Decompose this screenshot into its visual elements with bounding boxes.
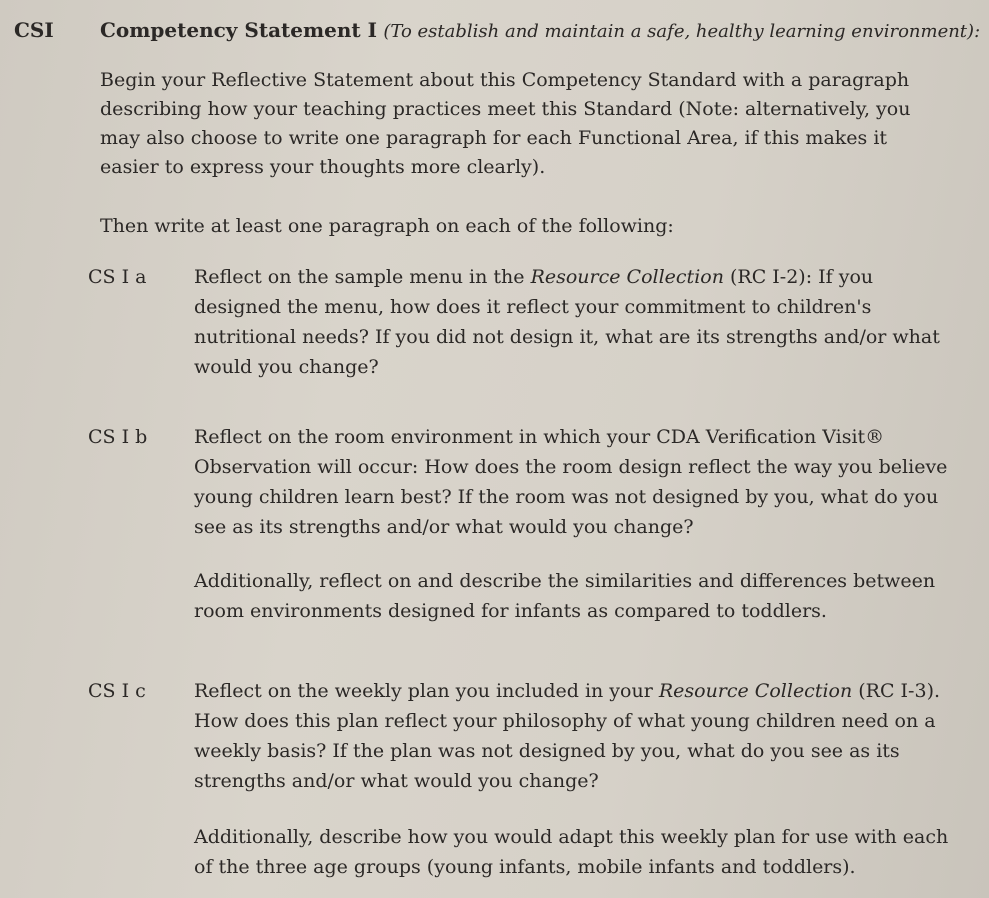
heading-code: CSI bbox=[14, 18, 54, 42]
item-text bbox=[194, 676, 954, 796]
item-text-part: Reflect on the weekly plan you included in your bbox=[194, 680, 659, 702]
item-text-emphasis: Resource Collection bbox=[530, 266, 724, 288]
heading-subtitle: (To establish and maintain a safe, healthy learning environment): bbox=[383, 21, 981, 42]
item-text-part: (RC I-2): If you designed the menu, how does it reflect your commitment to children's nutritional needs? If you did not design it, what are its strengths and/or what would you change? bbox=[194, 266, 940, 378]
item-b-additional: Additionally, reflect on and describe the similarities and differences between room environments designed for infants as compared to toddlers. bbox=[194, 570, 936, 622]
item-code: CS I a bbox=[88, 266, 147, 288]
item-text: Reflect on the room environment in which your CDA Verification Visit® Observation will occur: How does the room design reflect the way you believe young children learn best? If the room was not designed by you, what do you see as its strengths and/or what would you change? bbox=[194, 426, 948, 538]
item-text-part: (RC I-3). How does this plan reflect your philosophy of what young children need on a weekly basis? If the plan was not designed by you, what do you see as its strengths and/or what would you change? bbox=[194, 680, 941, 792]
item-text-emphasis: Resource Collection bbox=[658, 680, 853, 702]
item-code: CS I c bbox=[88, 680, 146, 702]
intro-paragraph: Begin your Reflective Statement about this Competency Standard with a paragraph describing how your teaching practices meet this Standard (Note: alternatively, you may also choose to write one paragraph for each Functional Area, if this makes it easier to express your thoughts more clearly). bbox=[100, 69, 911, 178]
competency-heading bbox=[14, 16, 979, 46]
item-text-part: Reflect on the sample menu in the bbox=[194, 266, 531, 288]
item-code: CS I b bbox=[88, 426, 148, 448]
heading-title: Competency Statement I bbox=[100, 18, 377, 42]
instruction-line: Then write at least one paragraph on each of the following: bbox=[100, 215, 674, 237]
item-c-additional: Additionally, describe how you would adapt this weekly plan for use with each of the three age groups (young infants, mobile infants and toddlers). bbox=[194, 826, 949, 878]
item-text bbox=[194, 262, 954, 382]
